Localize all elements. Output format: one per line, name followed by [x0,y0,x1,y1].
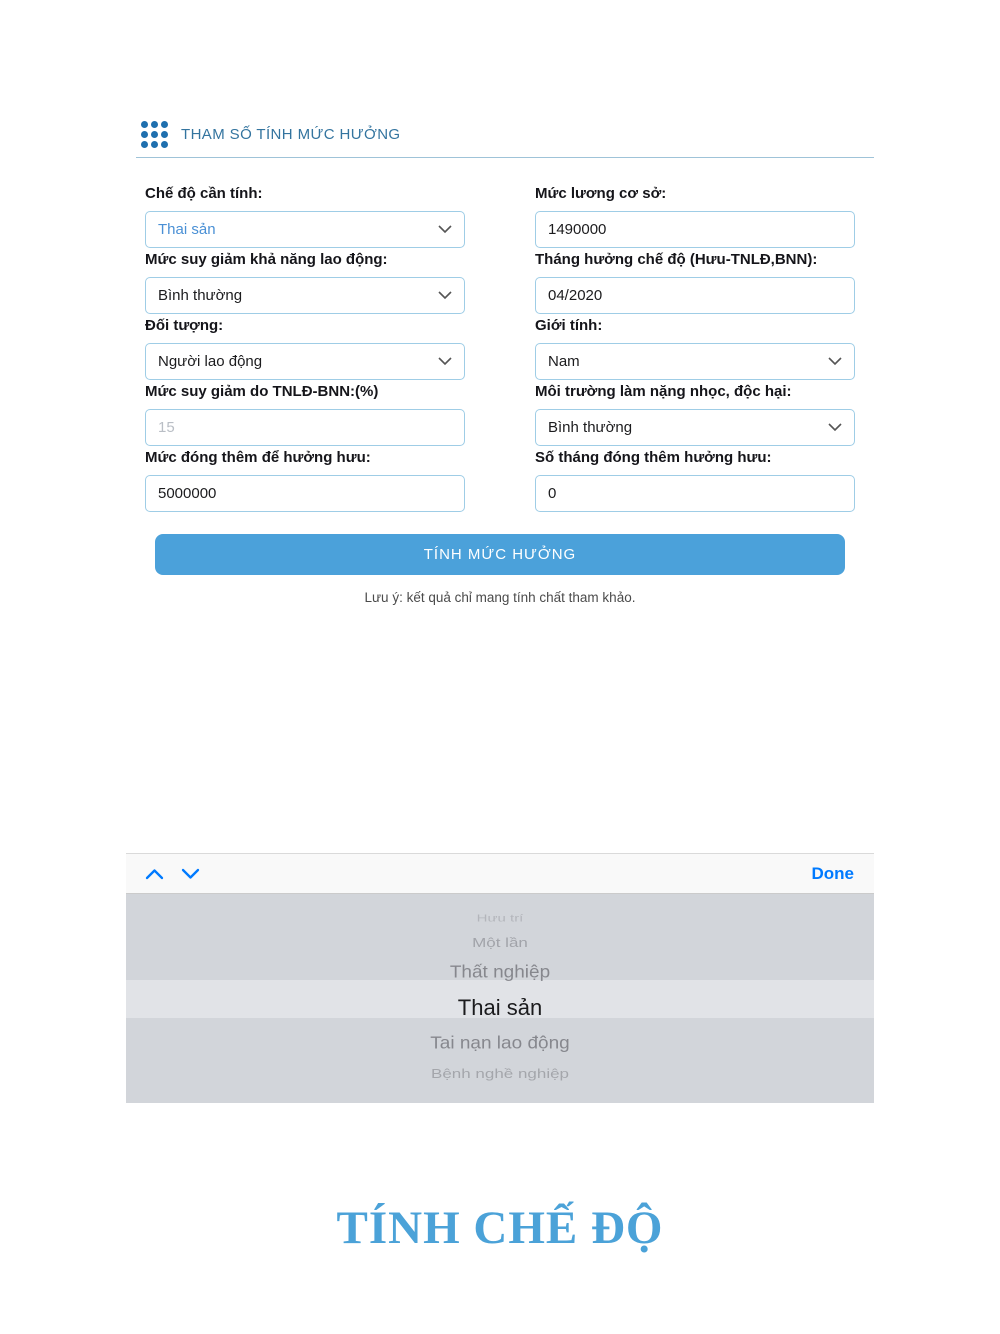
chevron-up-icon[interactable] [145,868,164,880]
field-label: Chế độ cần tính: [145,185,263,202]
select-value: Bình thường [548,419,633,436]
field-che-do-can-tinh [145,184,465,248]
field-label: Mức đóng thêm để hưởng hưu: [145,449,371,466]
select-value: Người lao động [158,353,263,370]
field-muc-dong-them [145,448,465,512]
field-label: Mức suy giảm khả năng lao động: [145,251,388,268]
section-title: THAM SỐ TÍNH MỨC HƯỞNG [181,126,401,143]
field-label: Mức lương cơ sở: [535,185,667,202]
picker-panel [126,853,874,1103]
gioi-tinh-select[interactable] [535,343,855,380]
chevron-down-icon [438,357,452,366]
field-gioi-tinh [535,316,855,380]
field-thang-huong-che-do [535,250,855,314]
field-label: Mức suy giảm do TNLĐ-BNN:(%) [145,383,379,400]
tinh-muc-huong-button[interactable]: TÍNH MỨC HƯỞNG [155,534,845,575]
picker-option[interactable]: Hưu trí [476,913,524,925]
picker-option[interactable]: Thất nghiệp [449,963,551,982]
field-label: Tháng hưởng chế độ (Hưu-TNLĐ,BNN): [535,251,818,268]
field-label: Số tháng đóng thêm hưởng hưu: [535,449,772,466]
done-button[interactable]: Done [806,863,875,885]
disclaimer-note: Lưu ý: kết quả chỉ mang tính chất tham khảo. [364,590,636,605]
chevron-down-icon [438,291,452,300]
moi-truong-select[interactable] [535,409,855,446]
field-label: Môi trường làm nặng nhọc, độc hại: [535,383,792,400]
muc-luong-input[interactable] [535,211,855,248]
thang-huong-input[interactable] [535,277,855,314]
field-muc-suy-giam-lao-dong [145,250,465,314]
picker-wheel[interactable] [126,894,874,1103]
field-moi-truong-lam-viec [535,382,855,446]
muc-dong-them-input[interactable] [145,475,465,512]
select-value: Bình thường [158,287,243,304]
field-label: Giới tính: [535,317,603,334]
select-value: Thai sản [158,221,216,238]
benefit-form [126,184,874,514]
doi-tuong-select[interactable] [145,343,465,380]
muc-suy-giam-tnld-input[interactable] [145,409,465,446]
field-label: Đối tượng: [145,317,224,334]
field-muc-luong-co-so [535,184,855,248]
chevron-down-icon [828,423,842,432]
section-header [126,0,874,148]
muc-suy-giam-select[interactable] [145,277,465,314]
picker-option-selected[interactable]: Thai sản [457,995,543,1020]
field-muc-suy-giam-tnld [145,382,465,446]
so-thang-dong-them-input[interactable] [535,475,855,512]
field-doi-tuong [145,316,465,380]
che-do-select[interactable] [145,211,465,248]
app-title: TÍNH CHẾ ĐỘ [336,1202,664,1254]
picker-option[interactable]: Một lần [472,935,528,950]
chevron-down-icon [438,225,452,234]
field-so-thang-dong-them [535,448,855,512]
header-divider [136,157,874,158]
chevron-down-icon [828,357,842,366]
picker-toolbar [126,853,874,894]
chevron-down-icon[interactable] [181,868,200,880]
grid-dots-icon [141,121,168,148]
picker-option[interactable]: Bệnh nghề nghiệp [430,1066,570,1082]
picker-option[interactable]: Tai nạn lao động [430,1034,570,1053]
select-value: Nam [548,353,580,370]
